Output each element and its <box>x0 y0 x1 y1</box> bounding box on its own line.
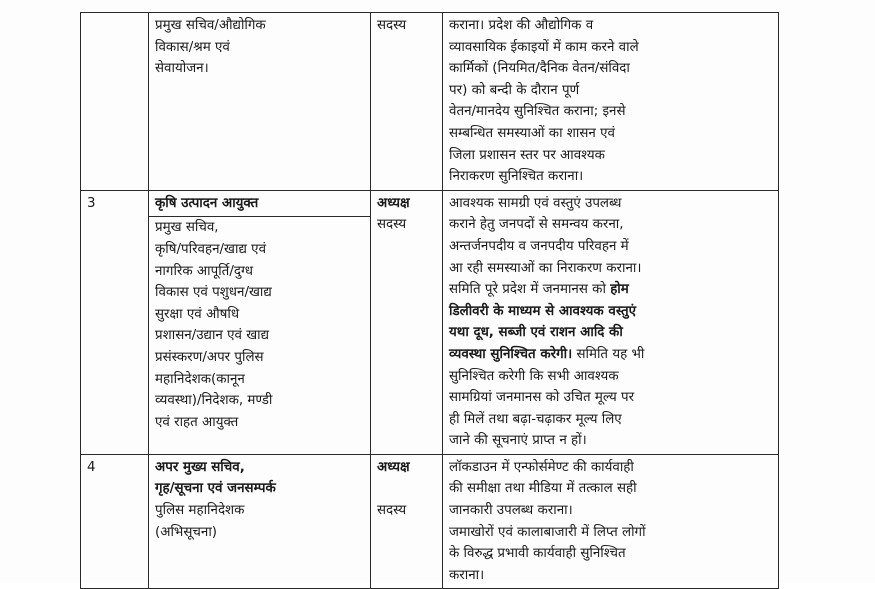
role-cell <box>371 454 443 589</box>
table-row <box>81 454 779 589</box>
officials-cell <box>149 454 371 589</box>
task-line: सम्बन्धित समस्याओं का शासन एवं <box>449 125 615 141</box>
task-line <box>449 344 772 366</box>
task-cell <box>443 454 779 589</box>
chair-divider <box>149 216 370 433</box>
task-line: कराना। <box>449 567 485 583</box>
table-row <box>81 13 779 191</box>
committee-chair-title: गृह/सूचना एवं जनसम्पर्क <box>155 481 276 497</box>
role-spacer <box>377 478 436 500</box>
task-line: जानकारी उपलब्ध कराना। <box>449 503 573 519</box>
role-chair: अध्यक्ष <box>377 195 410 211</box>
task-cell <box>443 190 779 454</box>
role-chair: अध्यक्ष <box>377 459 410 475</box>
official-line: प्रमुख सचिव/औद्योगिक <box>155 18 266 33</box>
official-line: विकास/श्रम एवं <box>155 39 230 55</box>
official-line: (अभिसूचना) <box>155 524 218 540</box>
serial-number: 3 <box>81 190 149 454</box>
task-text: समिति यह भी <box>576 346 645 362</box>
official-line: पुलिस महानिदेशक <box>155 503 245 519</box>
task-line: सामग्रियां जनमानस को उचित मूल्य पर <box>449 390 635 406</box>
task-emphasis: यथा दूध, सब्जी एवं राशन आदि की <box>449 325 623 341</box>
task-cell <box>443 13 779 191</box>
role-cell <box>371 13 443 191</box>
task-line: जाने की सूचनाएं प्राप्त न हों। <box>449 433 587 449</box>
serial-number <box>81 13 149 191</box>
task-line: व्यावसायिक ईकाइयों में काम करने वाले <box>449 39 639 55</box>
task-line: जिला प्रशासन स्तर पर आवश्यक <box>449 147 605 163</box>
role-cell <box>371 190 443 454</box>
task-emphasis: होम <box>610 282 629 298</box>
table-row <box>81 190 779 454</box>
role-member: सदस्य <box>377 217 407 233</box>
task-line: निराकरण सुनिश्चित कराना। <box>449 169 584 185</box>
task-line: वेतन/मानदेय सुनिश्चित कराना; इनसे <box>449 104 626 120</box>
official-line: विकास एवं पशुधन/खाद्य <box>155 285 272 301</box>
official-line: व्यवस्था)/निदेशक, मण्डी <box>155 393 273 409</box>
committee-chair-title: अपर मुख्य सचिव, <box>155 459 245 475</box>
official-line: नागरिक आपूर्ति/दुग्ध <box>155 263 253 279</box>
officials-cell <box>149 190 371 454</box>
official-line: एवं राहत आयुक्त <box>155 414 239 430</box>
task-line: पर) को बन्दी के दौरान पूर्ण <box>449 82 580 98</box>
official-line: सेवायोजन। <box>155 61 209 77</box>
task-line: आ रही समस्याओं का निराकरण कराना। <box>449 260 642 276</box>
task-text: समिति पूरे प्रदेश में जनमानस को <box>449 282 606 298</box>
official-line: कृषि/परिवहन/खाद्य एवं <box>155 241 267 257</box>
officials-cell <box>149 13 371 191</box>
task-line: सुनिश्चित करेगी कि सभी आवश्यक <box>449 368 619 384</box>
role-member: सदस्य <box>377 18 407 33</box>
task-line: कराने हेतु जनपदों से समन्वय करना, <box>449 217 624 233</box>
task-line <box>449 279 772 301</box>
task-emphasis: व्यवस्था सुनिश्चित करेगी। <box>449 346 573 362</box>
official-line: महानिदेशक(कानून <box>155 371 245 387</box>
committee-chair-title: कृषि उत्पादन आयुक्त <box>155 195 259 211</box>
task-line: आवश्यक सामग्री एवं वस्तुएं उपलब्ध <box>449 195 622 211</box>
committee-table <box>80 12 779 589</box>
official-line: प्रसंस्करण/अपर पुलिस <box>155 349 264 365</box>
task-line: जमाखोरों एवं कालाबाजारी में लिप्त लोगों <box>449 524 646 540</box>
serial-number: 4 <box>81 454 149 589</box>
official-line: प्रमुख सचिव, <box>155 220 219 236</box>
task-line: के विरुद्ध प्रभावी कार्यवाही सुनिश्चित <box>449 546 626 562</box>
task-line: ही मिलें तथा बढ़ा-चढ़ाकर मूल्य लिए <box>449 411 622 427</box>
task-line: कार्मिकों (नियमित/दैनिक वेतन/संविदा <box>449 61 630 77</box>
task-line: अन्तर्जनपदीय व जनपदीय परिवहन में <box>449 238 629 254</box>
task-line: कराना। प्रदेश की औद्योगिक व <box>449 18 594 33</box>
official-line: सुरक्षा एवं औषधि <box>155 306 240 322</box>
task-line: लॉकडाउन में एन्फोर्समेण्ट की कार्यवाही <box>449 459 634 475</box>
official-line: प्रशासन/उद्यान एवं खाद्य <box>155 328 270 344</box>
role-member: सदस्य <box>377 503 407 519</box>
task-line: की समीक्षा तथा मीडिया में तत्काल सही <box>449 481 637 497</box>
task-emphasis: डिलीवरी के माध्यम से आवश्यक वस्तुएं <box>449 303 637 319</box>
